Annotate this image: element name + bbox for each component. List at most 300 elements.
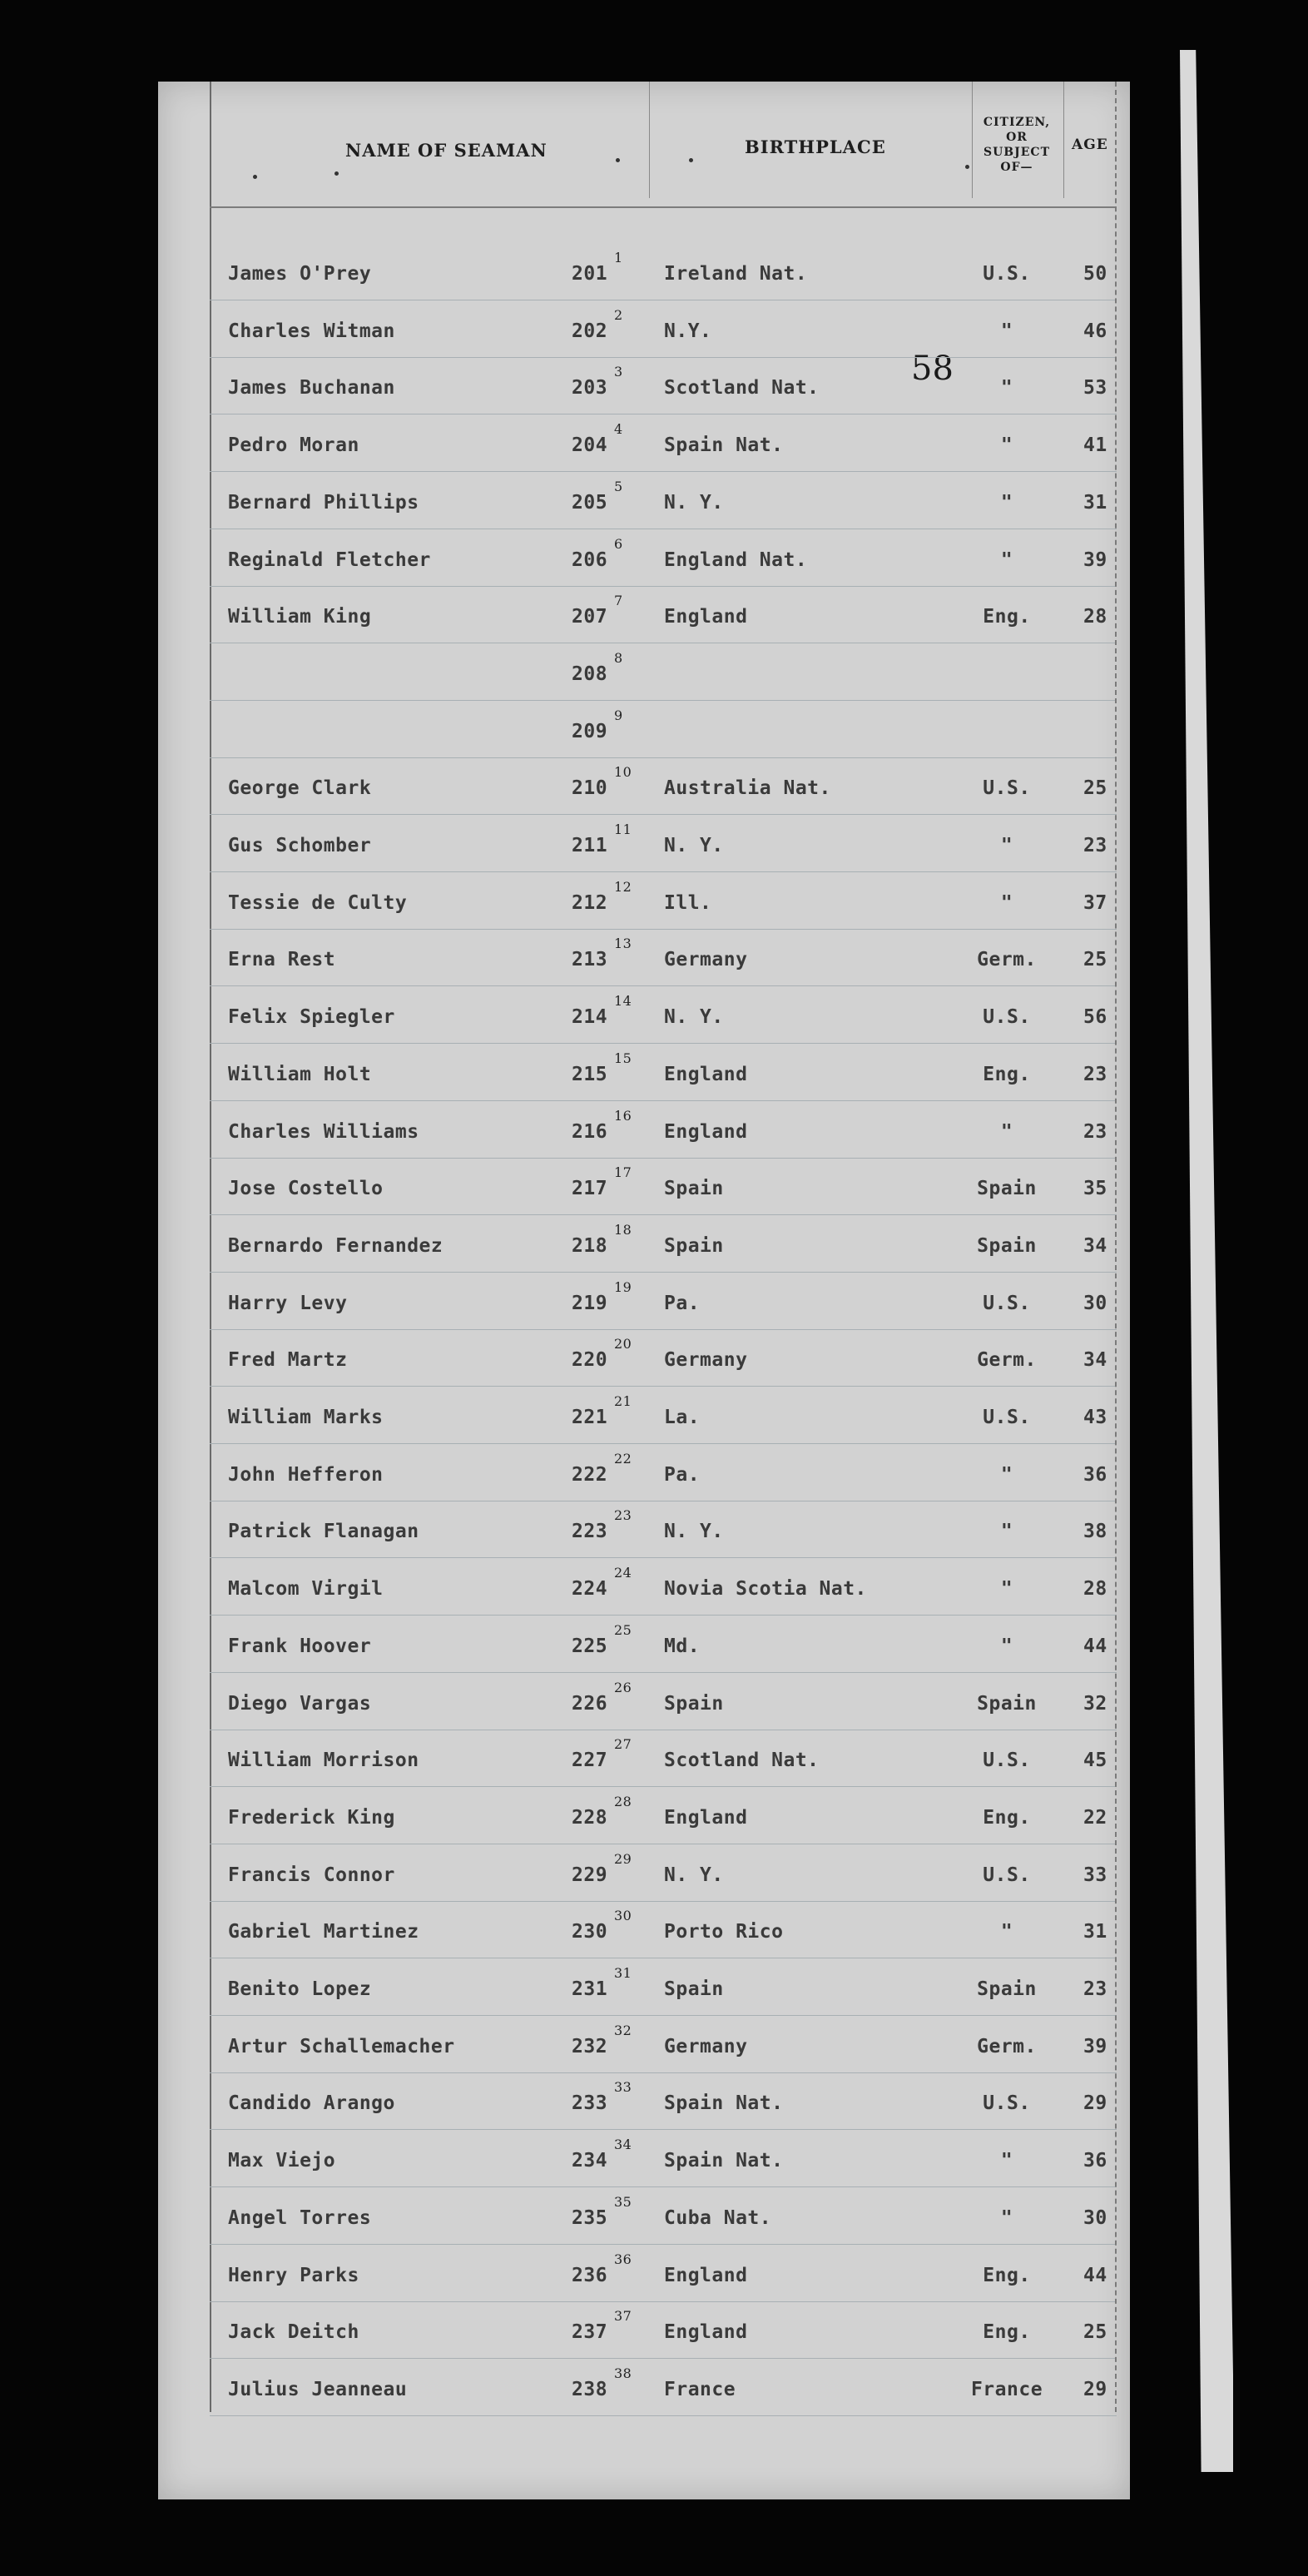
seaman-name: Candido Arango: [228, 2092, 395, 2114]
row-rule: [210, 871, 1117, 872]
table-row: [158, 2023, 1130, 2069]
birthplace: Spain: [664, 1978, 724, 2000]
row-rule: [210, 2415, 1117, 2416]
row-rule: [210, 814, 1117, 815]
ink-dot: [616, 158, 620, 162]
line-number: 21: [614, 1393, 632, 1409]
table-row: [158, 2251, 1130, 2298]
age: 41: [1083, 434, 1107, 456]
row-rule: [210, 1557, 1117, 1558]
seaman-number: 231: [572, 1978, 608, 2000]
birthplace: Spain Nat.: [664, 2092, 784, 2114]
citizen-of: Germ.: [977, 949, 1037, 970]
citizen-of: ": [1000, 1464, 1013, 1486]
seaman-name: Benito Lopez: [228, 1978, 372, 2000]
table-row: [158, 2365, 1130, 2412]
citizen-of: ": [1000, 2150, 1013, 2171]
table-row: [158, 707, 1130, 754]
line-number: 9: [614, 707, 623, 723]
seaman-number: 238: [572, 2379, 608, 2400]
birthplace: Pa.: [664, 1464, 701, 1486]
seaman-number: 208: [572, 663, 608, 685]
sheet-torn-edge: [1115, 82, 1127, 2412]
seaman-number: 225: [572, 1635, 608, 1657]
line-number: 28: [614, 1794, 632, 1809]
seaman-number: 229: [572, 1864, 608, 1886]
birthplace: Germany: [664, 949, 748, 970]
line-number: 17: [614, 1164, 632, 1180]
line-number: 7: [614, 593, 623, 608]
seaman-name: Bernardo Fernandez: [228, 1235, 443, 1257]
seaman-name: Angel Torres: [228, 2207, 372, 2229]
table-row: [158, 479, 1130, 525]
citizen-of: ": [1000, 1921, 1013, 1943]
birthplace: Md.: [664, 1635, 701, 1657]
row-rule: [210, 2129, 1117, 2130]
seaman-number: 223: [572, 1521, 608, 1542]
birthplace: Ill.: [664, 892, 712, 914]
seaman-number: 226: [572, 1693, 608, 1715]
seaman-name: Pedro Moran: [228, 434, 359, 456]
citizen-of: Spain: [977, 1235, 1037, 1257]
citizen-of: ": [1000, 835, 1013, 856]
age: 23: [1083, 835, 1107, 856]
table-row: [158, 1108, 1130, 1154]
table-row: [158, 1565, 1130, 1611]
header-rule: [210, 206, 1117, 208]
row-rule: [210, 1329, 1117, 1330]
line-number: 12: [614, 879, 632, 895]
age: 31: [1083, 1921, 1107, 1943]
citizen-of: ": [1000, 2207, 1013, 2229]
table-row: [158, 1622, 1130, 1669]
citizen-of: Eng.: [983, 1807, 1031, 1829]
table-row: [158, 593, 1130, 639]
seaman-name: Julius Jeanneau: [228, 2379, 408, 2400]
age: 35: [1083, 1178, 1107, 1199]
line-number: 32: [614, 2023, 632, 2038]
age: 36: [1083, 1464, 1107, 1486]
seaman-number: 224: [572, 1578, 608, 1600]
citizen-of: ": [1000, 492, 1013, 514]
row-rule: [210, 1043, 1117, 1044]
birthplace: Novia Scotia Nat.: [664, 1578, 867, 1600]
birthplace: N. Y.: [664, 1006, 724, 1028]
seaman-name: Frank Hoover: [228, 1635, 372, 1657]
table-row: [158, 993, 1130, 1040]
citizen-of: ": [1000, 549, 1013, 571]
line-number: 16: [614, 1108, 632, 1124]
header-name-of-seaman: NAME OF SEAMAN: [345, 140, 547, 161]
citizen-of: U.S.: [983, 1407, 1031, 1428]
line-number: 6: [614, 536, 623, 552]
row-rule: [210, 2358, 1117, 2359]
birthplace: Ireland Nat.: [664, 263, 808, 285]
citizen-of: Spain: [977, 1178, 1037, 1199]
table-row: [158, 2137, 1130, 2183]
age: 43: [1083, 1407, 1107, 1428]
citizen-of: Spain: [977, 1978, 1037, 2000]
citizen-of: ": [1000, 1121, 1013, 1143]
row-rule: [210, 1214, 1117, 1215]
citizen-of: Germ.: [977, 1349, 1037, 1371]
age: 23: [1083, 1978, 1107, 2000]
row-rule: [210, 2015, 1117, 2016]
line-number: 11: [614, 821, 632, 837]
table-row: [158, 1794, 1130, 1840]
row-rule: [210, 700, 1117, 701]
birthplace: England: [664, 606, 748, 628]
line-number: 24: [614, 1565, 632, 1581]
seaman-number: 227: [572, 1750, 608, 1771]
row-rule: [210, 471, 1117, 472]
age: 44: [1083, 2265, 1107, 2286]
seaman-number: 211: [572, 835, 608, 856]
seaman-name: Charles Williams: [228, 1121, 419, 1143]
age: 38: [1083, 1521, 1107, 1542]
table-row: [158, 2194, 1130, 2241]
citizen-of: Spain: [977, 1693, 1037, 1715]
citizen-of: U.S.: [983, 1293, 1031, 1314]
seaman-name: Bernard Phillips: [228, 492, 419, 514]
table-row: [158, 1222, 1130, 1268]
table-row: [158, 650, 1130, 697]
age: 34: [1083, 1235, 1107, 1257]
table-row: [158, 1050, 1130, 1097]
seaman-name: William King: [228, 606, 372, 628]
age: 30: [1083, 1293, 1107, 1314]
seaman-name: Felix Spiegler: [228, 1006, 395, 1028]
birthplace: Spain: [664, 1235, 724, 1257]
age: 23: [1083, 1064, 1107, 1085]
line-number: 10: [614, 764, 632, 780]
adjacent-page-strip: [1180, 50, 1233, 2472]
table-row: [158, 1908, 1130, 1954]
seaman-number: 201: [572, 263, 608, 285]
ink-dot: [965, 165, 969, 169]
line-number: 20: [614, 1336, 632, 1352]
age: 46: [1083, 320, 1107, 342]
row-rule: [210, 1158, 1117, 1159]
birthplace: England: [664, 1121, 748, 1143]
line-number: 26: [614, 1680, 632, 1695]
birthplace: N. Y.: [664, 1521, 724, 1542]
seaman-number: 236: [572, 2265, 608, 2286]
citizen-of: Germ.: [977, 2036, 1037, 2057]
row-rule: [210, 1615, 1117, 1616]
seaman-name: Jack Deitch: [228, 2321, 359, 2343]
line-number: 23: [614, 1507, 632, 1523]
birthplace: Australia Nat.: [664, 777, 831, 799]
birthplace: France: [664, 2379, 736, 2400]
ink-dot: [689, 158, 693, 162]
birthplace: Cuba Nat.: [664, 2207, 772, 2229]
seaman-number: 237: [572, 2321, 608, 2343]
age: 45: [1083, 1750, 1107, 1771]
ink-dot: [334, 171, 339, 176]
seaman-number: 218: [572, 1235, 608, 1257]
seaman-number: 234: [572, 2150, 608, 2171]
citizen-of: U.S.: [983, 1006, 1031, 1028]
age: 25: [1083, 949, 1107, 970]
birthplace: Spain Nat.: [664, 2150, 784, 2171]
seaman-name: Gabriel Martinez: [228, 1921, 419, 1943]
seaman-name: James O'Prey: [228, 263, 372, 285]
line-number: 19: [614, 1279, 632, 1295]
birthplace: England: [664, 1064, 748, 1085]
seaman-name: Frederick King: [228, 1807, 395, 1829]
seaman-number: 216: [572, 1121, 608, 1143]
citizen-of: ": [1000, 377, 1013, 399]
seaman-name: Tessie de Culty: [228, 892, 408, 914]
row-rule: [210, 2301, 1117, 2302]
table-row: [158, 1451, 1130, 1497]
age: 22: [1083, 1807, 1107, 1829]
line-number: 29: [614, 1851, 632, 1867]
age: 37: [1083, 892, 1107, 914]
birthplace: Spain Nat.: [664, 434, 784, 456]
line-number: 4: [614, 421, 623, 437]
row-rule: [210, 1786, 1117, 1787]
row-rule: [210, 1272, 1117, 1273]
line-number: 37: [614, 2308, 632, 2324]
birthplace-citizen-divider: [972, 82, 973, 198]
age: 30: [1083, 2207, 1107, 2229]
birthplace: England: [664, 1807, 748, 1829]
birthplace: Pa.: [664, 1293, 701, 1314]
birthplace: N. Y.: [664, 1864, 724, 1886]
row-rule: [210, 1386, 1117, 1387]
row-rule: [210, 1443, 1117, 1444]
seaman-name: John Hefferon: [228, 1464, 384, 1486]
birthplace: England Nat.: [664, 549, 808, 571]
table-row: [158, 2308, 1130, 2355]
seaman-number: 207: [572, 606, 608, 628]
ink-dot: [253, 175, 257, 179]
row-rule: [210, 2072, 1117, 2073]
seaman-name: Max Viejo: [228, 2150, 336, 2171]
citizen-age-divider: [1063, 82, 1064, 198]
citizen-of: U.S.: [983, 1864, 1031, 1886]
seaman-number: 213: [572, 949, 608, 970]
age: 53: [1083, 377, 1107, 399]
header-age: AGE: [1072, 136, 1108, 153]
folio-number: 58: [911, 350, 954, 388]
age: 28: [1083, 1578, 1107, 1600]
row-rule: [210, 1100, 1117, 1101]
age: 29: [1083, 2379, 1107, 2400]
age: 28: [1083, 606, 1107, 628]
manifest-sheet: [158, 82, 1130, 2499]
seaman-number: 203: [572, 377, 608, 399]
seaman-name: James Buchanan: [228, 377, 395, 399]
table-row: [158, 1736, 1130, 1783]
table-row: [158, 1507, 1130, 1554]
age: 31: [1083, 492, 1107, 514]
seaman-name: Gus Schomber: [228, 835, 372, 856]
birthplace: Porto Rico: [664, 1921, 784, 1943]
line-number: 18: [614, 1222, 632, 1238]
seaman-number: 205: [572, 492, 608, 514]
seaman-number: 212: [572, 892, 608, 914]
row-rule: [210, 586, 1117, 587]
citizen-of: ": [1000, 434, 1013, 456]
seaman-number: 202: [572, 320, 608, 342]
citizen-of: ": [1000, 320, 1013, 342]
seaman-number: 232: [572, 2036, 608, 2057]
birthplace: Scotland Nat.: [664, 377, 820, 399]
seaman-number: 235: [572, 2207, 608, 2229]
citizen-of: ": [1000, 1521, 1013, 1542]
age: 34: [1083, 1349, 1107, 1371]
table-row: [158, 2079, 1130, 2126]
table-row: [158, 1851, 1130, 1898]
line-number: 31: [614, 1965, 632, 1981]
seaman-number: 214: [572, 1006, 608, 1028]
seaman-name: Charles Witman: [228, 320, 395, 342]
line-number: 36: [614, 2251, 632, 2267]
seaman-number: 220: [572, 1349, 608, 1371]
line-number: 35: [614, 2194, 632, 2210]
table-row: [158, 936, 1130, 982]
table-row: [158, 1680, 1130, 1726]
line-number: 8: [614, 650, 623, 666]
line-number: 1: [614, 250, 623, 266]
line-number: 38: [614, 2365, 632, 2381]
table-row: [158, 1336, 1130, 1382]
seaman-number: 221: [572, 1407, 608, 1428]
birthplace: Scotland Nat.: [664, 1750, 820, 1771]
birthplace: England: [664, 2265, 748, 2286]
seaman-name: Erna Rest: [228, 949, 336, 970]
line-number: 33: [614, 2079, 632, 2095]
age: 23: [1083, 1121, 1107, 1143]
citizen-of: Eng.: [983, 2265, 1031, 2286]
line-number: 14: [614, 993, 632, 1009]
table-row: [158, 1965, 1130, 2012]
header-birthplace: BIRTHPLACE: [745, 136, 886, 157]
line-number: 22: [614, 1451, 632, 1467]
line-number: 13: [614, 936, 632, 951]
age: 50: [1083, 263, 1107, 285]
seaman-name: Reginald Fletcher: [228, 549, 431, 571]
birthplace: N. Y.: [664, 492, 724, 514]
age: 32: [1083, 1693, 1107, 1715]
seaman-name: Harry Levy: [228, 1293, 348, 1314]
seaman-number: 215: [572, 1064, 608, 1085]
citizen-of: ": [1000, 892, 1013, 914]
seaman-number: 217: [572, 1178, 608, 1199]
line-number: 25: [614, 1622, 632, 1638]
seaman-name: Artur Schallemacher: [228, 2036, 455, 2057]
row-rule: [210, 2186, 1117, 2187]
seaman-name: Henry Parks: [228, 2265, 359, 2286]
age: 36: [1083, 2150, 1107, 2171]
seaman-number: 222: [572, 1464, 608, 1486]
citizen-of: Eng.: [983, 1064, 1031, 1085]
age: 39: [1083, 2036, 1107, 2057]
seaman-name: William Marks: [228, 1407, 384, 1428]
row-rule: [210, 985, 1117, 986]
table-row: [158, 1164, 1130, 1211]
line-number: 5: [614, 479, 623, 494]
table-row: [158, 821, 1130, 868]
birthplace: Germany: [664, 2036, 748, 2057]
table-row: [158, 421, 1130, 468]
row-rule: [210, 357, 1117, 358]
seaman-name: Malcom Virgil: [228, 1578, 384, 1600]
seaman-name: William Holt: [228, 1064, 372, 1085]
birthplace: Spain: [664, 1178, 724, 1199]
citizen-of: Eng.: [983, 606, 1031, 628]
birthplace: Spain: [664, 1693, 724, 1715]
citizen-of: ": [1000, 1578, 1013, 1600]
age: 44: [1083, 1635, 1107, 1657]
table-row: [158, 536, 1130, 583]
seaman-number: 209: [572, 721, 608, 742]
line-number: 34: [614, 2137, 632, 2152]
row-rule: [210, 757, 1117, 758]
name-birthplace-divider: [649, 82, 650, 198]
seaman-number: 204: [572, 434, 608, 456]
citizen-of: U.S.: [983, 777, 1031, 799]
table-row: [158, 307, 1130, 354]
citizen-of: U.S.: [983, 263, 1031, 285]
seaman-number: 230: [572, 1921, 608, 1943]
seaman-number: 210: [572, 777, 608, 799]
age: 25: [1083, 2321, 1107, 2343]
birthplace: La.: [664, 1407, 701, 1428]
table-row: [158, 1279, 1130, 1326]
row-rule: [210, 1672, 1117, 1673]
line-number: 15: [614, 1050, 632, 1066]
table-row: [158, 250, 1130, 296]
birthplace: N. Y.: [664, 835, 724, 856]
seaman-number: 206: [572, 549, 608, 571]
citizen-of: U.S.: [983, 1750, 1031, 1771]
seaman-name: William Morrison: [228, 1750, 419, 1771]
table-row: [158, 1393, 1130, 1440]
birthplace: England: [664, 2321, 748, 2343]
birthplace: Germany: [664, 1349, 748, 1371]
seaman-name: Diego Vargas: [228, 1693, 372, 1715]
age: 25: [1083, 777, 1107, 799]
seaman-name: Patrick Flanagan: [228, 1521, 419, 1542]
line-number: 27: [614, 1736, 632, 1752]
citizen-of: U.S.: [983, 2092, 1031, 2114]
age: 39: [1083, 549, 1107, 571]
line-number: 30: [614, 1908, 632, 1923]
seaman-name: George Clark: [228, 777, 372, 799]
row-rule: [210, 929, 1117, 930]
seaman-name: Francis Connor: [228, 1864, 395, 1886]
age: 56: [1083, 1006, 1107, 1028]
seaman-number: 219: [572, 1293, 608, 1314]
age: 33: [1083, 1864, 1107, 1886]
birthplace: N.Y.: [664, 320, 712, 342]
citizen-of: ": [1000, 1635, 1013, 1657]
row-rule: [210, 1901, 1117, 1902]
seaman-name: Jose Costello: [228, 1178, 384, 1199]
line-number: 3: [614, 364, 623, 380]
seaman-name: Fred Martz: [228, 1349, 348, 1371]
header-citizen: CITIZEN, OR SUBJECT OF—: [983, 116, 1051, 174]
seaman-number: 228: [572, 1807, 608, 1829]
row-rule: [210, 2244, 1117, 2245]
table-row: [158, 764, 1130, 811]
line-number: 2: [614, 307, 623, 323]
citizen-of: Eng.: [983, 2321, 1031, 2343]
